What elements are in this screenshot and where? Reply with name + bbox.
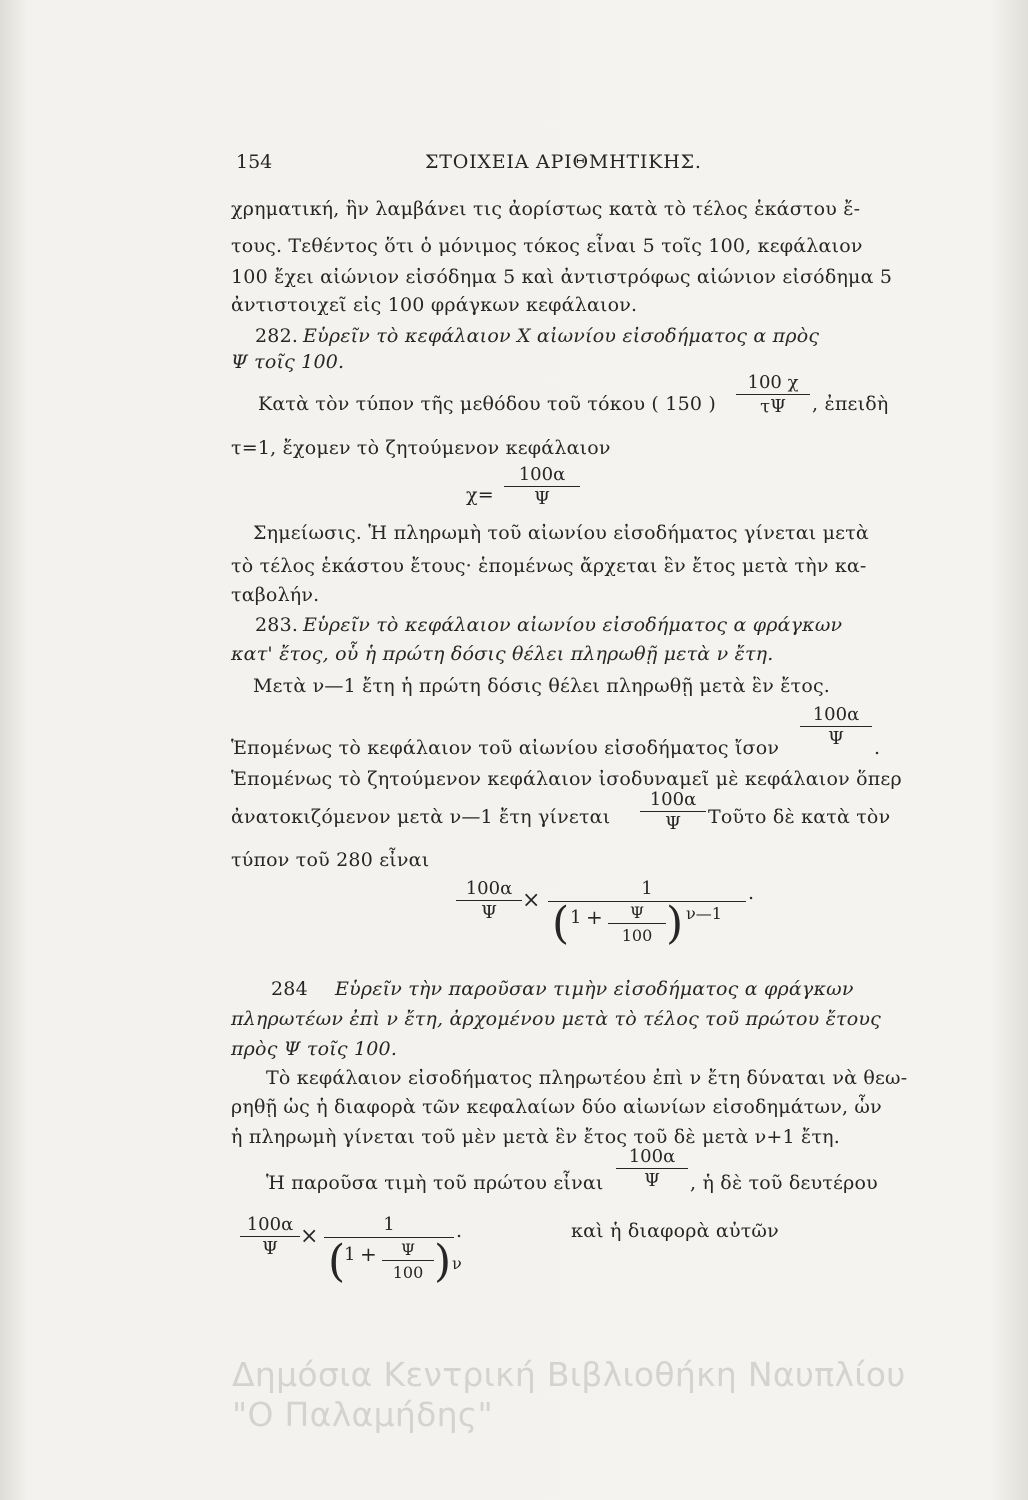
text-line: τύπον τοῦ 280 εἶναι — [231, 849, 430, 871]
text-line: ρηθῇ ὡς ἡ διαφορὰ τῶν κεφαλαίων δύο αἰωνίων εἰσοδημάτων, ὧν — [231, 1096, 882, 1118]
fraction — [616, 1148, 688, 1190]
section-number: 282. — [255, 325, 299, 347]
fraction-numerator: 100α — [456, 880, 522, 901]
running-title: ΣΤΟΙΧΕΙΑ ΑΡΙΘΜΗΤΙΚΗΣ. — [425, 151, 702, 173]
text-line: Τοῦτο δὲ κατὰ τὸν — [708, 806, 891, 828]
fraction-denominator: Ψ — [828, 728, 844, 749]
library-watermark: "Ο Παλαμήδης" — [232, 1395, 493, 1434]
problem-statement: πληρωτέων ἐπὶ ν ἔτη, ἀρχομένου μετὰ τὸ τέλος τοῦ πρώτου ἔτους — [231, 1008, 881, 1030]
fraction-numerator: 1 — [383, 1214, 395, 1235]
text-line: ἡ πληρωμὴ γίνεται τοῦ μὲν μετὰ ἓν ἔτος τοῦ δὲ μετὰ ν+1 ἔτη. — [231, 1126, 840, 1148]
section-number: 284 — [271, 978, 308, 1000]
fraction-numerator: 100α — [800, 706, 872, 727]
fraction-numerator: 100 χ — [736, 374, 810, 395]
fraction-numerator: 1 — [641, 878, 653, 899]
text-line: τους. Τεθέντος ὅτι ὁ μόνιμος τόκος εἶναι 5 τοῖς 100, κεφάλαιον — [231, 235, 863, 257]
fraction-bar — [548, 901, 746, 902]
equation-lhs: χ= — [466, 484, 494, 506]
period: . — [456, 1220, 463, 1242]
section-number: 283. — [255, 614, 299, 636]
text-line: ἀντιστοιχεῖ εἰς 100 φράγκων κεφάλαιον. — [231, 294, 638, 316]
fraction — [240, 1216, 300, 1258]
compound-fraction — [548, 880, 748, 960]
fraction-numerator: 100α — [504, 466, 580, 487]
left-paren: ( — [328, 1236, 346, 1287]
problem-statement: Εὑρεῖν τὸ κεφάλαιον Χ αἰωνίου εἰσοδήματος α πρὸς — [303, 325, 820, 347]
problem-statement: κατ' ἔτος, οὗ ἡ πρώτη δόσις θέλει πληρωθῇ μετὰ ν ἔτη. — [231, 643, 774, 665]
text-line: Μετὰ ν—1 ἔτη ἡ πρώτη δόσις θέλει πληρωθῇ μετὰ ἓν ἔτος. — [253, 675, 831, 697]
text-line: 100 ἔχει αἰώνιον εἰσόδημα 5 καὶ ἀντιστρόφως αἰώνιον εἰσόδημα 5 — [231, 266, 893, 288]
text-line: Κατὰ τὸν τύπον τῆς μεθόδου τοῦ τόκου ( 150 ) — [258, 393, 716, 415]
problem-statement: Εὑρεῖν τὸ κεφάλαιον αἰωνίου εἰσοδήματος α φράγκων — [303, 614, 843, 636]
fraction-denominator: Ψ — [665, 813, 681, 834]
inner-one: 1 — [570, 907, 582, 928]
plus-sign: + — [586, 905, 603, 929]
inner-denominator: 100 — [392, 1263, 424, 1282]
inner-numerator: Ψ — [608, 905, 666, 924]
library-watermark: Δημόσια Κεντρική Βιβλιοθήκη Ναυπλίου — [232, 1355, 906, 1394]
text-line: τ=1, ἔχομεν τὸ ζητούμενον κεφάλαιον — [231, 437, 611, 459]
text-line: Ἑπομένως τὸ κεφάλαιον τοῦ αἰωνίου εἰσοδήματος ἴσον — [231, 737, 780, 759]
plus-sign: + — [360, 1242, 377, 1266]
exponent: ν — [452, 1254, 462, 1273]
inner-one: 1 — [344, 1244, 356, 1265]
text-line: , ἐπειδὴ — [812, 393, 889, 415]
inner-fraction — [608, 905, 666, 944]
fraction-denominator: Ψ — [262, 1238, 278, 1259]
period: . — [748, 882, 755, 904]
text-line: , ἡ δὲ τοῦ δευτέρου — [690, 1172, 878, 1194]
fraction-denominator: τΨ — [760, 396, 786, 417]
left-paren: ( — [552, 898, 570, 949]
text-line: Ἑπομένως τὸ ζητούμενον κεφάλαιον ἰσοδυναμεῖ μὲ κεφάλαιον ὅπερ — [231, 768, 902, 790]
times-sign: × — [522, 888, 541, 913]
exponent: ν—1 — [686, 904, 722, 923]
note-line: Σημείωσις. Ἡ πληρωμὴ τοῦ αἰωνίου εἰσοδήματος γίνεται μετὰ — [253, 522, 869, 544]
fraction-denominator: Ψ — [644, 1170, 660, 1191]
fraction — [456, 880, 522, 922]
compound-fraction — [324, 1216, 474, 1306]
fraction — [504, 466, 580, 508]
text-line: ἀνατοκιζόμενον μετὰ ν—1 ἔτη γίνεται — [231, 806, 611, 828]
fraction-numerator: 100α — [640, 791, 706, 812]
problem-statement: Ψ τοῖς 100. — [231, 351, 345, 373]
inner-fraction — [382, 1242, 434, 1281]
note-line: τὸ τέλος ἑκάστου ἔτους· ἑπομένως ἄρχεται ἓν ἔτος μετὰ τὴν κα- — [231, 555, 867, 577]
fraction — [736, 374, 810, 416]
times-sign: × — [300, 1224, 319, 1249]
right-paren: ) — [666, 898, 684, 949]
page-number: 154 — [236, 151, 273, 173]
fraction-numerator: 100α — [616, 1148, 688, 1169]
text-line: Ἡ παροῦσα τιμὴ τοῦ πρώτου εἶναι — [266, 1172, 604, 1194]
fraction-denominator: Ψ — [481, 902, 497, 923]
period: . — [874, 737, 881, 759]
fraction-numerator: 100α — [240, 1216, 300, 1237]
problem-statement: Εὑρεῖν τὴν παροῦσαν τιμὴν εἰσοδήματος α φράγκων — [335, 978, 854, 1000]
text-line: χρηματική, ἣν λαμβάνει τις ἀορίστως κατὰ τὸ τέλος ἑκάστου ἔ- — [231, 198, 861, 220]
problem-statement: πρὸς Ψ τοῖς 100. — [231, 1038, 398, 1060]
inner-denominator: 100 — [621, 926, 653, 945]
text-line: Τὸ κεφάλαιον εἰσοδήματος πληρωτέου ἐπὶ ν ἔτη δύναται νὰ θεω- — [266, 1067, 908, 1089]
fraction — [800, 706, 872, 748]
fraction — [640, 791, 706, 833]
fraction-denominator: Ψ — [534, 488, 550, 509]
inner-numerator: Ψ — [382, 1242, 434, 1261]
right-paren: ) — [434, 1236, 452, 1287]
note-line: ταβολήν. — [231, 584, 320, 606]
text-line: καὶ ἡ διαφορὰ αὐτῶν — [571, 1220, 779, 1242]
